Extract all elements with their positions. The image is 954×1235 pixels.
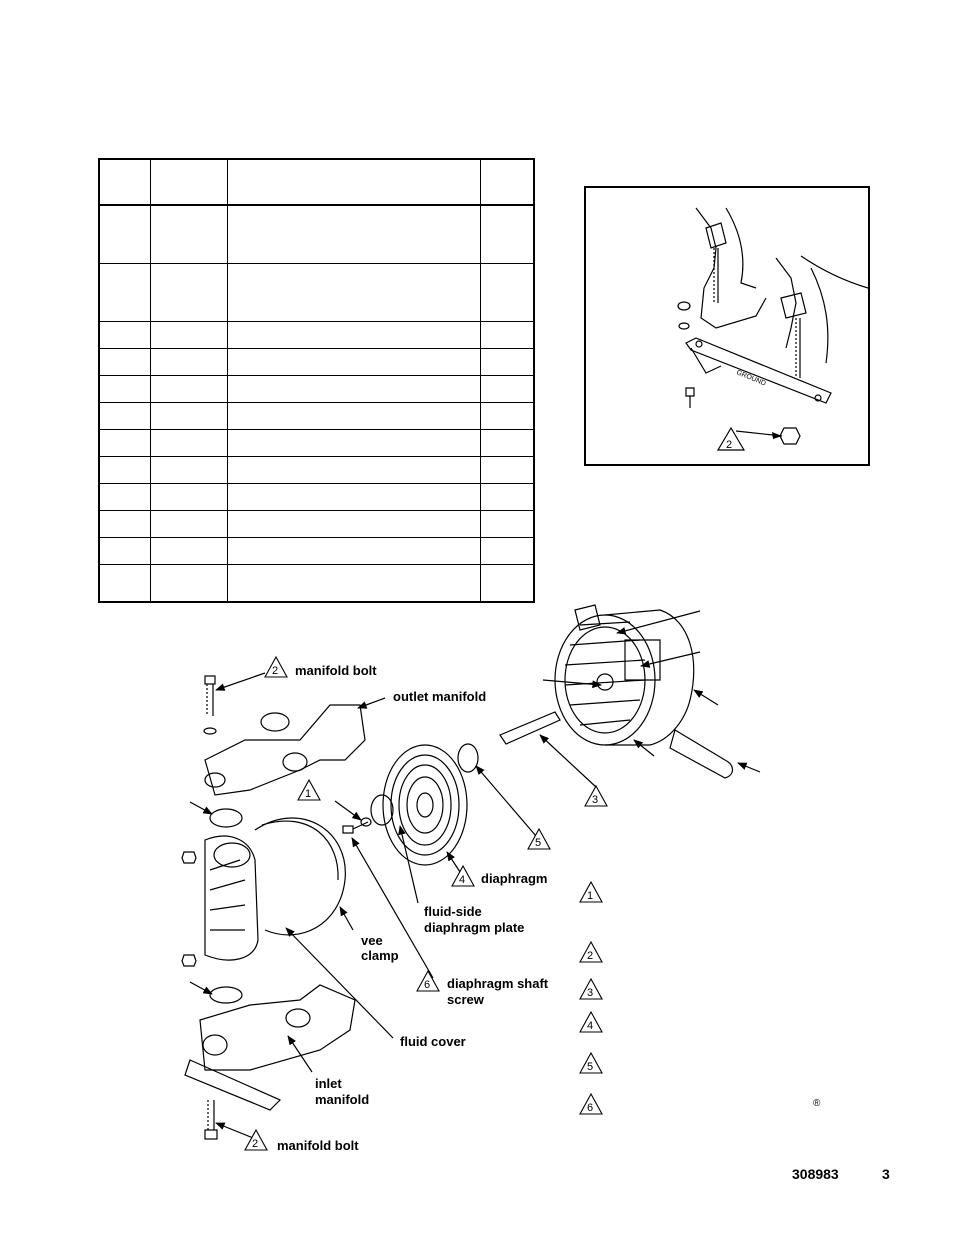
- ground-strip-text: GROUND: [735, 369, 767, 388]
- label-shaft-screw-line1: diaphragm shaft: [447, 976, 549, 991]
- inset-callout-number: 2: [726, 439, 733, 451]
- note-number-6: 6: [587, 1102, 594, 1114]
- registered-mark: ®: [813, 1098, 821, 1109]
- callout-6: 6: [424, 979, 431, 991]
- note-number-2: 2: [587, 950, 594, 962]
- label-manifold-bolt-top: manifold bolt: [295, 663, 377, 678]
- page-number: 3: [882, 1166, 890, 1182]
- callout-2-top: 2: [272, 665, 279, 677]
- label-fluid-side-line2: diaphragm plate: [424, 920, 525, 935]
- callout-4: 4: [459, 874, 466, 886]
- label-outlet-manifold: outlet manifold: [393, 689, 487, 704]
- callout-3: 3: [592, 794, 599, 806]
- note-number-4: 4: [587, 1020, 594, 1032]
- label-vee-clamp-line2: clamp: [361, 948, 399, 963]
- label-fluid-side-line1: fluid-side: [424, 904, 482, 919]
- label-fluid-cover: fluid cover: [400, 1034, 466, 1049]
- label-inlet-manifold-line2: manifold: [315, 1092, 370, 1107]
- label-shaft-screw-line2: screw: [447, 992, 484, 1007]
- pump-drawing: [182, 605, 733, 1139]
- label-vee-clamp-line1: vee: [361, 933, 383, 948]
- callout-5: 5: [535, 837, 542, 849]
- label-diaphragm: diaphragm: [481, 871, 548, 886]
- callout-2-bottom: 2: [252, 1138, 259, 1150]
- part-labels: [277, 663, 549, 1153]
- callout-1: 1: [305, 788, 312, 800]
- doc-number: 308983: [792, 1166, 839, 1182]
- label-inlet-manifold-line1: inlet: [315, 1076, 342, 1091]
- label-manifold-bolt-bottom: manifold bolt: [277, 1138, 359, 1153]
- note-number-5: 5: [587, 1061, 594, 1073]
- note-number-3: 3: [587, 987, 594, 999]
- note-number-1: 1: [587, 890, 594, 902]
